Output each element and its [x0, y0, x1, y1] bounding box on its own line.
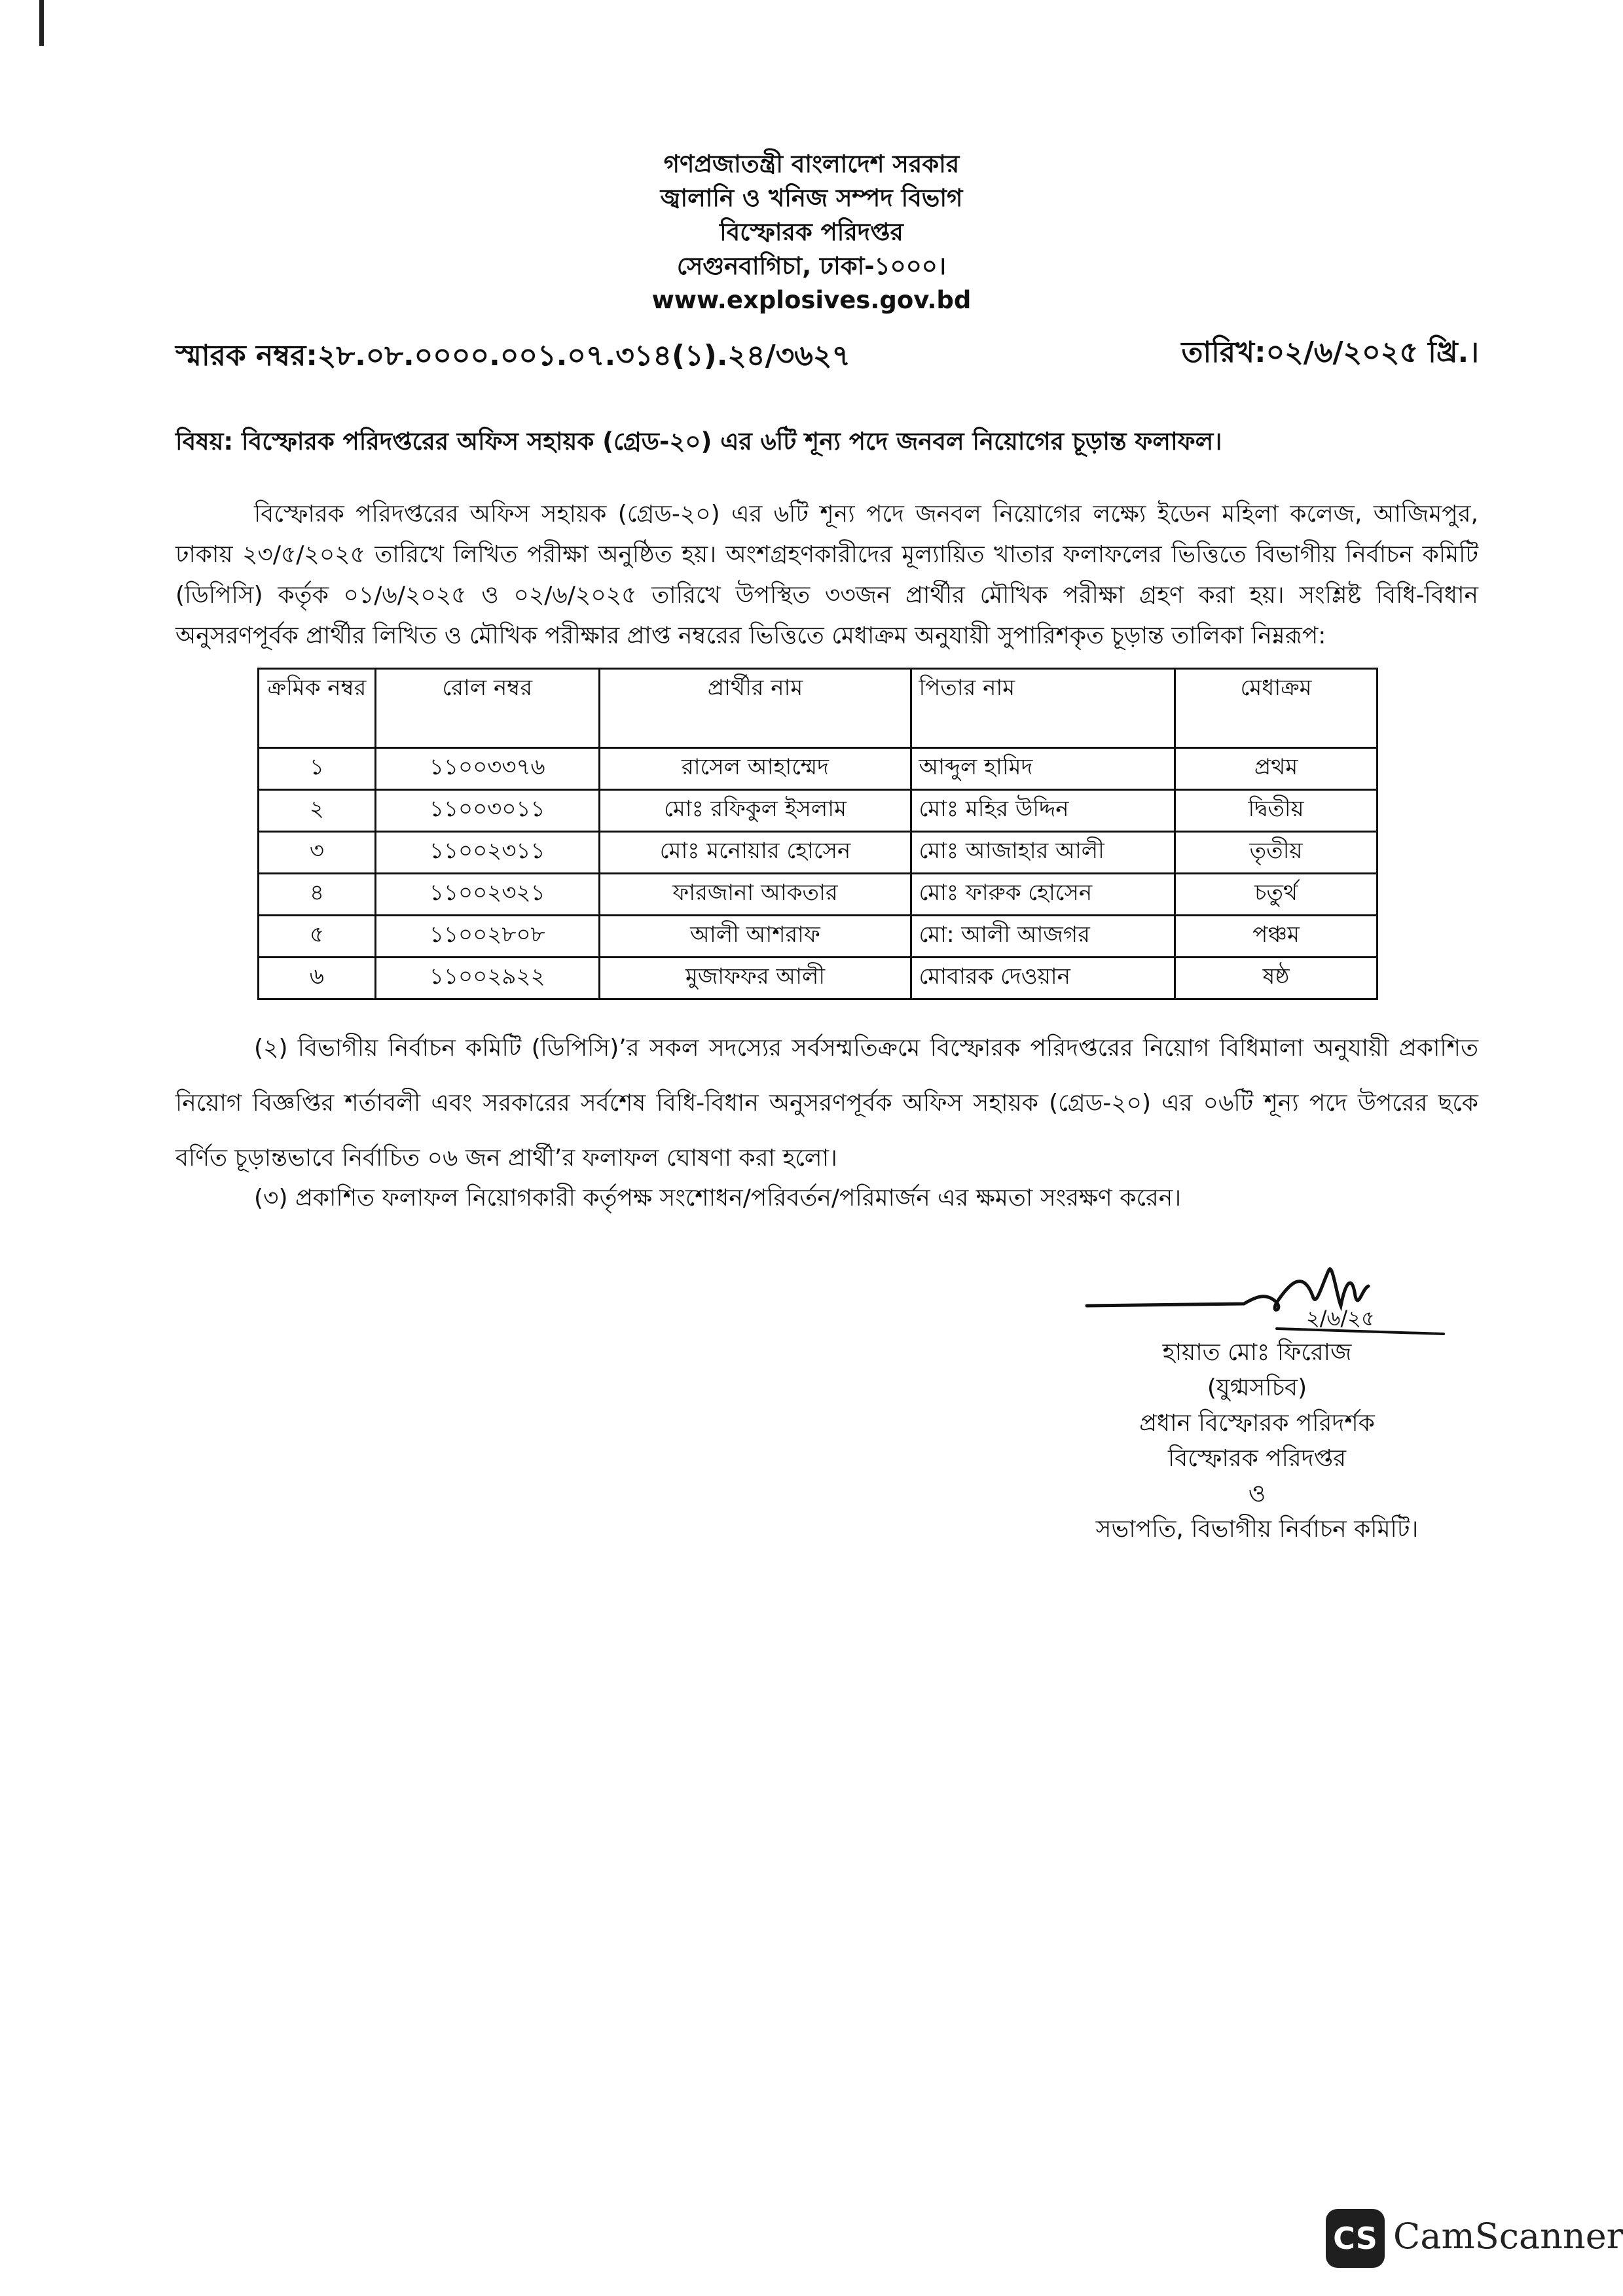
table-row	[259, 790, 1377, 832]
cell-merit: ষষ্ঠ	[1175, 958, 1377, 999]
letterhead-website: www.explosives.gov.bd	[651, 286, 972, 314]
letterhead	[0, 147, 1623, 317]
cell-roll: ১১০০২৯২২	[375, 958, 599, 999]
header-roll: রোল নম্বর	[375, 669, 599, 748]
signatory-title: প্রধান বিস্ফোরক পরিদর্শক	[1139, 1410, 1375, 1437]
cell-merit: দ্বিতীয়	[1175, 790, 1377, 832]
cell-name: ফারজানা আকতার	[599, 874, 911, 916]
cell-roll: ১১০০২৩২১	[375, 874, 599, 916]
signature-block	[1021, 1335, 1493, 1547]
letterhead-department: বিস্ফোরক পরিদপ্তর	[720, 218, 903, 246]
cell-merit: তৃতীয়	[1175, 832, 1377, 874]
cell-father: মো: আলী আজগর	[911, 916, 1175, 958]
cell-serial: ১	[259, 748, 376, 790]
cell-name: মোঃ রফিকুল ইসলাম	[599, 790, 911, 832]
cell-name: রাসেল আহাম্মেদ	[599, 748, 911, 790]
cell-father: মোবারক দেওয়ান	[911, 958, 1175, 999]
cell-father: মোঃ ফারুক হোসেন	[911, 874, 1175, 916]
cell-father: মোঃ আজাহার আলী	[911, 832, 1175, 874]
header-father: পিতার নাম	[911, 669, 1175, 748]
table-row	[259, 832, 1377, 874]
header-name: প্রার্থীর নাম	[599, 669, 911, 748]
cell-serial: ২	[259, 790, 376, 832]
camscanner-watermark: CamScanner	[1393, 2215, 1623, 2257]
cell-merit: প্রথম	[1175, 748, 1377, 790]
cell-name: আলী আশরাফ	[599, 916, 911, 958]
table-row	[259, 916, 1377, 958]
memo-number: স্মারক নম্বর:২৮.০৮.০০০০.০০১.০৭.৩১৪(১).২৪/৩৬২৭	[175, 339, 851, 372]
cell-merit: পঞ্চম	[1175, 916, 1377, 958]
scan-edge-mark	[39, 0, 44, 46]
cell-father: মোঃ মহির উদ্দিন	[911, 790, 1175, 832]
letterhead-government: গণপ্রজাতন্ত্রী বাংলাদেশ সরকার	[663, 150, 960, 178]
table-header-row	[259, 669, 1377, 748]
cell-roll: ১১০০২৮০৮	[375, 916, 599, 958]
header-merit: মেধাক্রম	[1175, 669, 1377, 748]
cell-roll: ১১০০২৩১১	[375, 832, 599, 874]
letterhead-address: সেগুনবাগিচা, ঢাকা-১০০০।	[676, 252, 947, 280]
cell-serial: ৬	[259, 958, 376, 999]
signatory-conjunction: ও	[1248, 1480, 1266, 1507]
table-row	[259, 874, 1377, 916]
cell-roll: ১১০০৩৩৭৬	[375, 748, 599, 790]
results-table	[257, 668, 1378, 1000]
signatory-name: হায়াত মোঃ ফিরোজ	[1162, 1339, 1352, 1366]
subject-line: বিষয়: বিস্ফোরক পরিদপ্তরের অফিস সহায়ক (গ্রেড-২০) এর ৬টি শূন্য পদে জনবল নিয়োগের চূড়ান্ত ফলাফল।	[175, 427, 1222, 456]
header-serial: ক্রমিক নম্বর	[259, 669, 376, 748]
paragraph-announcement: (২) বিভাগীয় নির্বাচন কমিটি (ডিপিসি)’র সকল সদস্যের সর্বসম্মতিক্রমে বিস্ফোরক পরিদপ্তরের নিয়োগ বিধিমালা অনুযায়ী প্রকাশিত নিয়োগ বিজ্ঞপ্তির শর্তাবলী এবং সরকারের সর্বশেষ বিধি-বিধান অনুসরণপূর্বক অফিস সহায়ক (গ্রেড-২০) এর ০৬টি শূন্য পদে উপরের ছকে বর্ণিত চূড়ান্তভাবে নির্বাচিত ০৬ জন প্রার্থী’র ফলাফল ঘোষণা করা হলো।	[175, 1035, 1478, 1172]
paragraph-reservation: (৩) প্রকাশিত ফলাফল নিয়োগকারী কর্তৃপক্ষ সংশোধন/পরিবর্তন/পরিমার্জন এর ক্ষমতা সংরক্ষণ করেন।	[254, 1185, 1182, 1211]
table-row	[259, 748, 1377, 790]
table-row	[259, 958, 1377, 999]
cell-father: আব্দুল হামিদ	[911, 748, 1175, 790]
cell-merit: চতুর্থ	[1175, 874, 1377, 916]
signatory-office: বিস্ফোরক পরিদপ্তর	[1167, 1445, 1347, 1472]
paragraph-intro: বিস্ফোরক পরিদপ্তরের অফিস সহায়ক (গ্রেড-২০) এর ৬টি শূন্য পদে জনবল নিয়োগের লক্ষ্যে ইডেন মহিলা কলেজ, আজিমপুর, ঢাকায় ২৩/৫/২০২৫ তারিখে লিখিত পরীক্ষা অনুষ্ঠিত হয়। অংশগ্রহণকারীদের মূল্যায়িত খাতার ফলাফলের ভিত্তিতে বিভাগীয় নির্বাচন কমিটি (ডিপিসি) কর্তৃক ০১/৬/২০২৫ ও ০২/৬/২০২৫ তারিখে উপস্থিত ৩৩জন প্রার্থীর মৌখিক পরীক্ষা গ্রহণ করা হয়। সংশ্লিষ্ট বিধি-বিধান অনুসরণপূর্বক প্রার্থীর লিখিত ও মৌখিক পরীক্ষার প্রাপ্ত নম্বরের ভিত্তিতে মেধাক্রম অনুযায়ী সুপারিশকৃত চূড়ান্ত তালিকা নিম্নরূপ:	[175, 501, 1478, 649]
memo-date: তারিখ:০২/৬/২০২৫ খ্রি.।	[1181, 336, 1479, 369]
cell-serial: ৩	[259, 832, 376, 874]
cell-serial: ৪	[259, 874, 376, 916]
letterhead-division: জ্বালানি ও খনিজ সম্পদ বিভাগ	[660, 184, 963, 212]
cell-name: মুজাফফর আলী	[599, 958, 911, 999]
camscanner-logo-icon: CS	[1326, 2209, 1385, 2268]
cell-name: মোঃ মনোয়ার হোসেন	[599, 832, 911, 874]
signature-date: ২/৬/২৫	[1306, 1306, 1375, 1331]
signatory-rank: (যুগ্মসচিব)	[1207, 1374, 1307, 1401]
cell-serial: ৫	[259, 916, 376, 958]
cell-roll: ১১০০৩০১১	[375, 790, 599, 832]
signatory-role: সভাপতি, বিভাগীয় নির্বাচন কমিটি।	[1095, 1516, 1419, 1543]
